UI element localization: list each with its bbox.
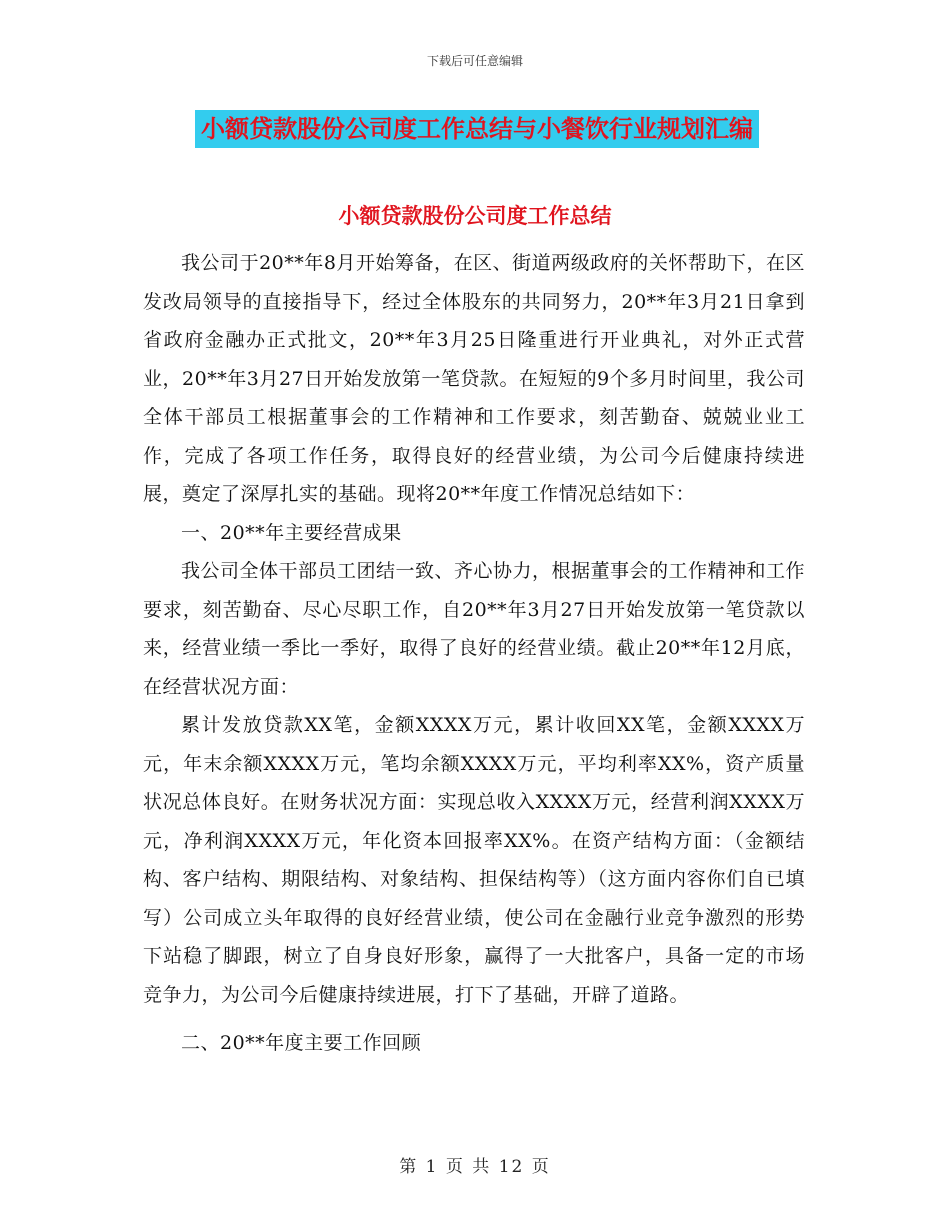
page-footer: 第 1 页 共 12 页	[399, 1157, 551, 1177]
header-note: 下载后可任意编辑	[426, 54, 523, 68]
paragraph-results: 我公司全体干部员工团结一致、齐心协力，根据董事会的工作精神和工作要求，刻苦勤奋、尽心尽职工作，自20**年3月27日开始发放第一笔贷款以来，经营业绩一季比一季好，取得了良好的经营业绩。截止20**年12月底，在经营状况方面：	[143, 560, 806, 698]
section-heading-1: 一、20**年主要经营成果	[181, 521, 402, 544]
paragraph-figures: 累计发放贷款XX笔，金额XXXX万元，累计收回XX笔，金额XXXX万元，年末余额XXXX万元，笔均余额XXXX万元，平均利率XX%，资产质量状况总体良好。在财务状况方面：实现总收入XXXX万元，经营利润XXXX万元，净利润XXXX万元，年化资本回报率XX%。在资产结构方面：（金额结构、客户结构、期限结构、对象结构、担保结构等）（这方面内容你们自已填写）公司成立头年取得的良好经营业绩，使公司在金融行业竞争激烈的形势下站稳了脚跟，树立了自身良好形象，赢得了一大批客户，具备一定的市场竞争力，为公司今后健康持续进展，打下了基础，开辟了道路。	[143, 714, 805, 1006]
paragraph-intro: 我公司于20**年8月开始筹备，在区、街道两级政府的关怀帮助下，在区发改局领导的直接指导下，经过全体股东的共同努力，20**年3月21日拿到省政府金融办正式批文，20**年3月25日隆重进行开业典礼，对外正式营业，20**年3月27日开始发放第一笔贷款。在短短的9个多月时间里，我公司全体干部员工根据董事会的工作精神和工作要求，刻苦勤奋、兢兢业业工作，完成了各项工作任务，取得良好的经营业绩，为公司今后健康持续进展，奠定了深厚扎实的基础。现将20**年度工作情况总结如下：	[143, 252, 805, 505]
section-title: 小额贷款股份公司度工作总结	[338, 203, 612, 228]
section-heading-2: 二、20**年度主要工作回顾	[181, 1032, 422, 1054]
document-body	[143, 244, 805, 1063]
document-main-title: 小额贷款股份公司度工作总结与小餐饮行业规划汇编	[195, 110, 759, 148]
